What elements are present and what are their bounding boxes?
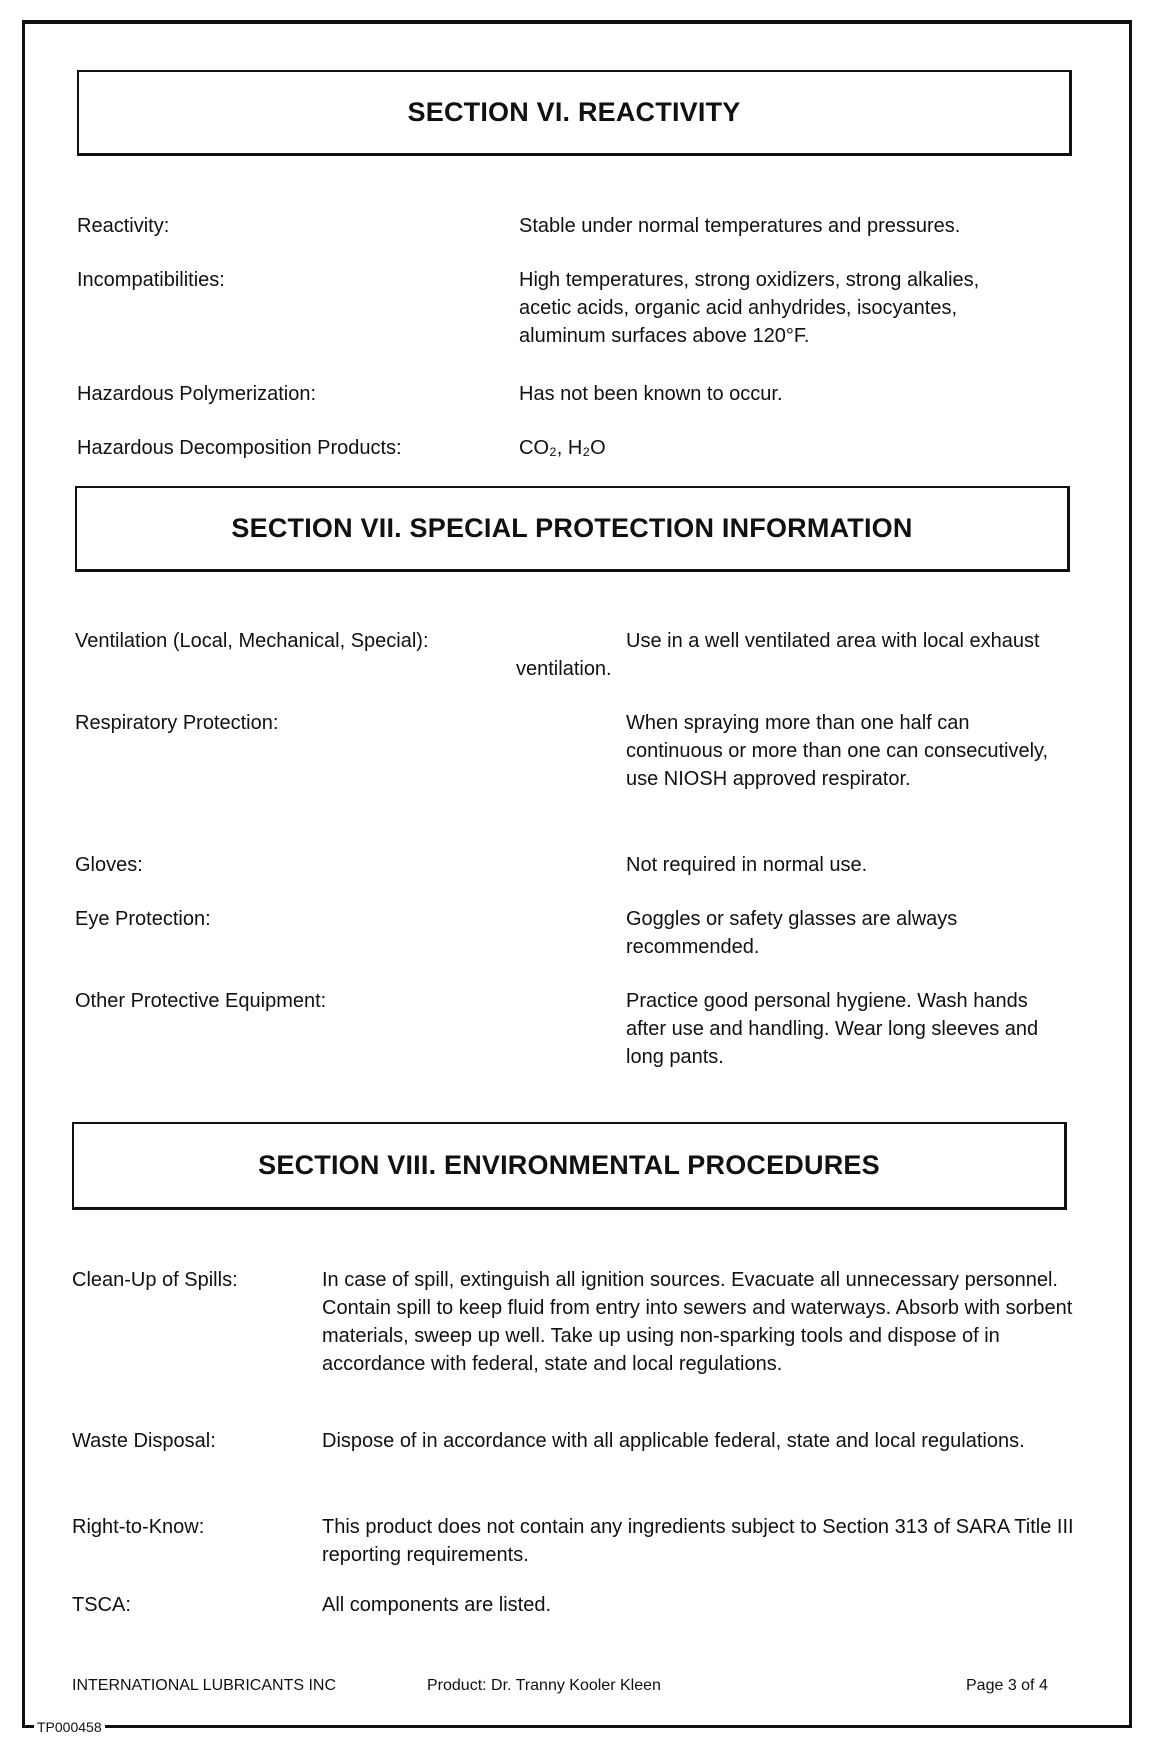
eye-protection-label: Eye Protection: (75, 908, 211, 930)
footer-company: INTERNATIONAL LUBRICANTS INC (72, 1677, 337, 1694)
section-8-header (72, 1122, 1067, 1210)
reactivity-label: Reactivity: (77, 215, 170, 237)
ventilation-value: Use in a well ventilated area with local exhaust ventilation. (516, 630, 1040, 680)
tsca-label: TSCA: (72, 1594, 131, 1616)
ventilation-label: Ventilation (Local, Mechanical, Special): (75, 630, 429, 652)
waste-disposal-label: Waste Disposal: (72, 1430, 216, 1452)
document-id: TP000458 (34, 1719, 105, 1735)
respiratory-protection-value: When spraying more than one half can continuous or more than one can consecutively, use NIOSH approved respirator. (626, 712, 1049, 790)
reactivity-value: Stable under normal temperatures and pressures. (519, 215, 961, 237)
hazardous-decomposition-label: Hazardous Decomposition Products: (77, 437, 402, 459)
section-7-header (75, 486, 1070, 572)
right-to-know-value: This product does not contain any ingredients subject to Section 313 of SARA Title III reporting requirements. (322, 1516, 1074, 1566)
gloves-label: Gloves: (75, 854, 143, 876)
section-8-title: SECTION VIII. ENVIRONMENTAL PROCEDURES (258, 1150, 880, 1180)
clean-up-of-spills-value: In case of spill, extinguish all ignition sources. Evacuate all unnecessary personnel. Contain spill to keep fluid from entry into sewers and waterways. Absorb with sorbent materials, sweep up well. Take up using non-sparking tools and dispose of in accordance with federal, state and local regulations. (322, 1269, 1073, 1375)
waste-disposal-value: Dispose of in accordance with all applicable federal, state and local regulations. (322, 1430, 1025, 1452)
footer-product: Product: Dr. Tranny Kooler Kleen (427, 1677, 661, 1694)
hazardous-decomposition-value: CO₂, H₂O (519, 437, 606, 459)
gloves-value: Not required in normal use. (626, 854, 868, 876)
eye-protection-value: Goggles or safety glasses are always recommended. (626, 908, 958, 958)
section-6-title: SECTION VI. REACTIVITY (407, 97, 741, 127)
right-to-know-label: Right-to-Know: (72, 1516, 205, 1538)
footer-page-number: Page 3 of 4 (966, 1677, 1048, 1694)
section-7-title: SECTION VII. SPECIAL PROTECTION INFORMATION (231, 513, 913, 543)
other-protective-equipment-value: Practice good personal hygiene. Wash hands after use and handling. Wear long sleeves and long pants. (626, 990, 1039, 1068)
clean-up-of-spills-label: Clean-Up of Spills: (72, 1269, 238, 1291)
section-6-header (77, 70, 1072, 156)
tsca-value: All components are listed. (322, 1594, 552, 1616)
respiratory-protection-label: Respiratory Protection: (75, 712, 279, 734)
other-protective-equipment-label: Other Protective Equipment: (75, 990, 327, 1012)
hazardous-polymerization-label: Hazardous Polymerization: (77, 383, 316, 405)
hazardous-polymerization-value: Has not been known to occur. (519, 383, 783, 405)
incompatibilities-value: High temperatures, strong oxidizers, strong alkalies, acetic acids, organic acid anhydrides, isocyantes, aluminum surfaces above 120°F. (519, 269, 980, 347)
incompatibilities-label: Incompatibilities: (77, 269, 225, 291)
